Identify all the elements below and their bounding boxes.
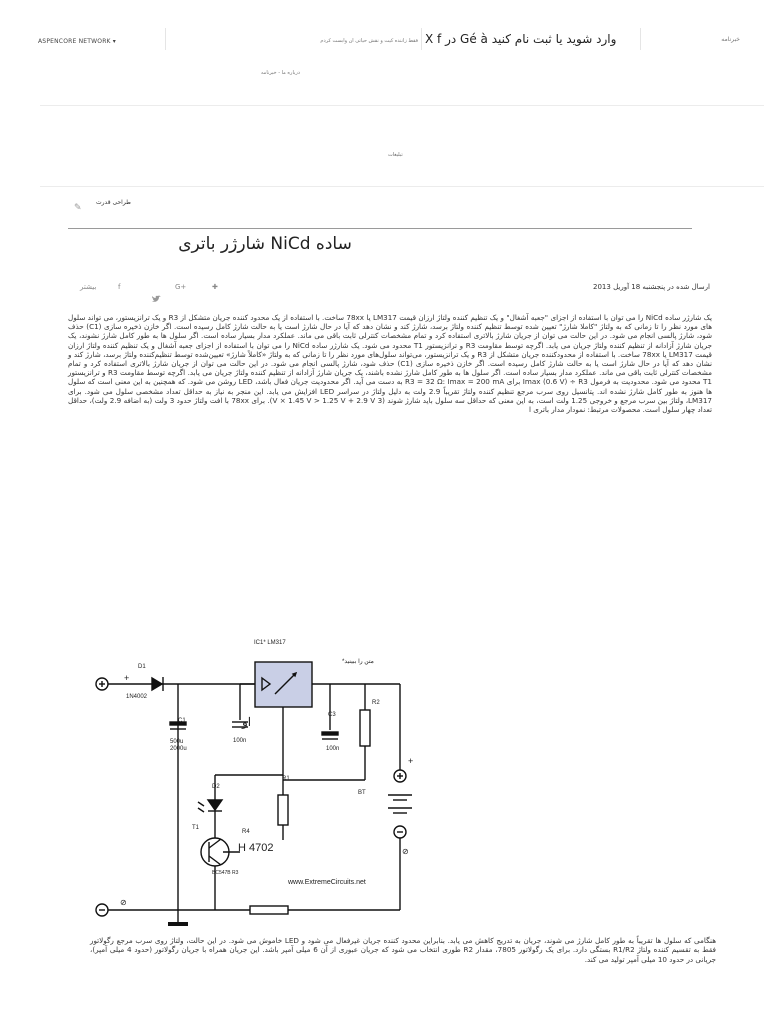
pin-icon: ✎ [74,203,82,213]
article-body: یک شارژر ساده NiCd را می توان با استفاده از اجزای "جعبه آشغال" و یک تنظیم کننده ولتاژ ارزان قیمت LM317 یا 78xx ساخت. با استفاده از یک محدود کننده جریان متشکل از R3 و یک ترانزیستور، می تواند سلول های مورد نظر را تا زمانی که به ولتاژ "کاملا شارژ" تعیین شده توسط تنظیم کننده ولتاژ برسد، شارژ کند و نشان دهد که آیا در حال شارژ است یا به حالت شارژ کامل رسیده است. اگر خازن ذخیره سازی (C1) حذف شود، شارژ پالسی انجام می شود. در این حالت می توان از جریان شارژ بالاتری استفاده کرد و تمام مشخصات کنترلی ثابت باقی می ماند. عملکرد مدار بسیار ساده است. اگر سلول ها به طور کامل شارژ نشوند، یک جریان شارژ آزادانه از تنظیم کننده ولتاژ جریان می یابد. اگرچه توسط مقاومت R3 و ترانزیستور T1 محدود می شود. یک شارژر ساده NiCd را می توان با استفاده از اجزای جعبه آشغال و یک تنظیم کننده ولتاژ ارزان قیمت LM317 یا 78xx ساخت. با استفاده از محدودکننده جریان متشکل از R3 و یک ترانزیستور، می‌تواند سلول‌های مورد نظر را تا زمانی که به ولتاژ «کاملاً شارژ» تعیین‌شده توسط تنظیم‌کننده ولتاژ برسد، شارژ کند و نشان دهد که آیا در حال شارژ است یا به حالت شارژ کامل رسیده است. اگر خازن ذخیره سازی (C1) حذف شود، شارژ پالسی انجام می شود. در این حالت می توان از جریان شارژ بالاتری استفاده کرد و تمام مشخصات کنترلی ثابت باقی می ماند. عملکرد مدار بسیار ساده است. اگر سلول ها به طور کامل شارژ نشده باشند، یک جریان شارژ آزادانه از تنظیم کننده ولتاژ جریان می یابد. اگرچه توسط مقاومت R3 و ترانزیستور T1 محدود می شود. محدودیت به فرمول Imax (0.6 V) ÷ R3 برای R3 = 32 Ω: Imax = 200 mA به دست می آید. اگر محدودیت جریان فعال باشد، LED روشن می شود. که همچنین به این معنی است که سلول ها هنوز به طور کامل شارژ نشده اند. پتانسیل روی سرب مرجع تنظیم کننده ولتاژ تقریباً 2.9 ولت به دلیل ولتاژ در سراسر LED افزایش می یابد. این منجر به نیاز به حداقل تعداد مشخصی سلول می شود. برای LM317، ولتاژ بین سرب مرجع و خروجی 1.25 ولت است، به این معنی که حداقل سه سلول باید شارژ شوند (3 V × 1.45 V > 1.25 V + 2.9 V). برای 78xx با افت ولتاژ حدود 3 ولت (به اضافه 2.9 ولت)، حداقل تعداد چهار سلول است. محصولات مرتبط: نمودار مدار باتری l [68,313,713,415]
r4-value: H 4702 [238,842,274,854]
ic-mark: او [242,715,252,729]
battery-minus-sign: ⊘ [402,847,409,856]
login-link[interactable]: وارد شوید یا ثبت نام کنید Gé à در X f [425,32,617,46]
note-label: *متن را ببینید [342,659,374,665]
twitter-icon[interactable] [152,288,161,307]
separator [165,28,166,50]
ic-label: IC1* LM317 [254,640,286,646]
battery-label: BT [358,790,366,796]
c1-value: 500u [170,739,184,745]
d1-part-label: 1N4002 [126,694,148,700]
add-icon[interactable]: ✚ [212,283,218,291]
circuit-diagram [90,630,440,930]
login-hint: فقط زاننده کیت و نقش حیاتی ان وابست کردم [320,38,418,44]
share-more-button[interactable]: بیشتر [80,283,97,291]
d2-label: D2 [212,784,220,790]
website-label: www.ExtremeCircuits.net [288,879,366,886]
network-menu[interactable]: ASPENCORE NETWORK ▾ [38,38,117,45]
about-link[interactable]: درباره ما - خبرنامه [261,70,300,76]
c1-value-alt: 2000u [170,746,187,752]
d1-label: D1 [138,664,146,670]
t1-label: T1 [192,825,200,831]
separator [421,28,422,50]
post-date: ارسال شده در پنجشنبه 18 آوریل 2013 [593,283,710,291]
c3-label: C3 [328,712,336,718]
newsletter-link[interactable]: خبرنامه [721,36,740,43]
divider [68,228,692,229]
input-plus-sign: + [124,673,130,683]
ads-link[interactable]: تبلیغات [388,152,403,158]
c1-label: C1 [178,718,186,724]
divider [40,186,764,187]
google-plus-icon[interactable]: G+ [175,283,187,291]
battery-plus-sign: + [408,756,414,766]
input-minus-sign: ⊘ [120,898,127,907]
page-title: شارژر باتری NiCd ساده [178,234,352,254]
r4-label: R4 [242,829,250,835]
facebook-icon[interactable]: f [118,283,121,291]
breadcrumb[interactable]: طراحی قدرت [96,199,131,206]
t1-part-label: BC547B R3 [212,870,239,876]
divider [40,105,764,106]
c2-value: 100n [233,738,247,744]
r2-label: R2 [372,700,380,706]
r1-label: R1 [282,776,290,782]
c3-value: 100n [326,746,340,752]
separator [640,28,641,50]
article-body-continued: هنگامی که سلول ها تقریباً به طور کامل شارژ می شوند، جریان به تدریج کاهش می یابد. بنابراین محدود کننده جریان غیرفعال می شود و LED خاموش می شود. در این حالت، ولتاژ روی سرب مرجع رگولاتور فقط به تقسیم کننده ولتاژ R1/R2 بستگی دارد. برای یک رگولاتور 7805، مقدار R2 طوری انتخاب می شود که جریان عبوری از آن 6 میلی آمپر باشد. این جریان همراه با جریان رگولاتور (حدود 4 میلی آمپر)، جریانی در حدود 10 میلی آمپر تولید می کند. [90,936,717,964]
